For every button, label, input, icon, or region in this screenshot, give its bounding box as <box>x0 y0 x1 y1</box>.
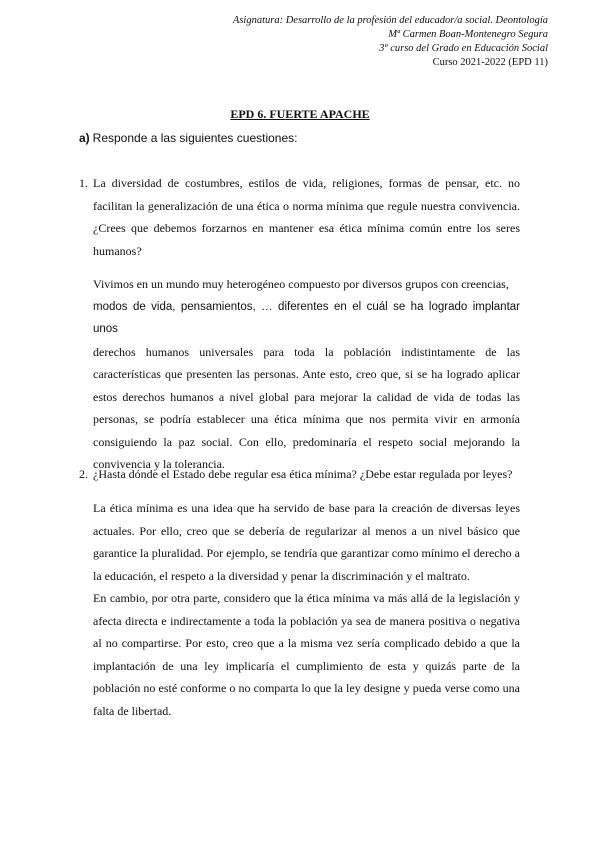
document-title: EPD 6. FUERTE APACHE <box>230 107 370 121</box>
header-subject: Asignatura: Desarrollo de la profesión del educador/a social. Deontología <box>232 15 548 26</box>
section-a-text: Responde a las siguientes cuestiones: <box>92 131 298 145</box>
question-2-text: ¿Hasta dónde el Estado debe regular esa ética mínima? ¿Debe estar regulada por leyes? <box>93 467 513 481</box>
answer-2 <box>93 497 520 722</box>
question-1-text: La diversidad de costumbres, estilos de vida, religiones, formas de pensar, etc. no facilitan la generalización de una ética o norma mínima que regule nuestra convivencia. ¿Crees que debemos forzarnos en mantener esa ética mínima común entre los seres humanos? <box>93 176 520 258</box>
section-a <box>79 131 297 146</box>
document-header <box>233 14 548 70</box>
header-course-year: 3º curso del Grado en Educación Social <box>379 43 548 54</box>
answer-1 <box>93 273 520 476</box>
question-2 <box>79 463 520 486</box>
header-academic-year: Curso 2021-2022 (EPD 11) <box>432 57 548 68</box>
answer-2-paragraph-2: En cambio, por otra parte, considero que la ética mínima va más allá de la legislación y afecta directa e indirectamente a toda la población ya sea de manera positiva o negativa al no compartirse. Por esto, creo que a la misma vez sería complicado debido a que la implantación de una ley implicaría el cumplimiento de esta y quizás parte de la población no esté conforme o no comparta lo que la ley designe y pueda verse como una falta de libertad. <box>93 591 520 718</box>
question-1 <box>79 172 520 262</box>
answer-1-line-1: Vivimos en un mundo muy heterogéneo compuesto por diversos grupos con creencias, <box>93 277 509 291</box>
answer-1-line-2: modos de vida, pensamientos, … diferentes en el cuál se ha logrado implantar unos <box>93 300 520 335</box>
section-a-label: a) <box>79 131 90 145</box>
answer-2-paragraph-1: La ética mínima es una idea que ha servido de base para la creación de diversas leyes actuales. Por ello, creo que se debería de regularizar al menos a un nivel básico que garantice la pluralidad. Por ejemplo, se tendría que garantizar como mínimo el derecho a la educación, el respeto a la diversidad y penar la discriminación y el maltrato. <box>93 501 520 583</box>
answer-1-rest: derechos humanos universales para toda la población indistintamente de las características que presenten las personas. Ante esto, creo que, si se ha logrado aplicar estos derechos humanos a nivel global para mejorar la calidad de vida de todas las personas, se podría establecer una ética mínima que nos permita vivir en armonía consiguiendo la paz social. Con ello, predominaría el respeto social mejorando la convivencia y la tolerancia. <box>93 344 520 471</box>
question-1-number: 1. <box>79 176 88 190</box>
question-2-number: 2. <box>79 467 88 481</box>
header-teacher: Mª Carmen Boan-Montenegro Segura <box>388 29 548 40</box>
